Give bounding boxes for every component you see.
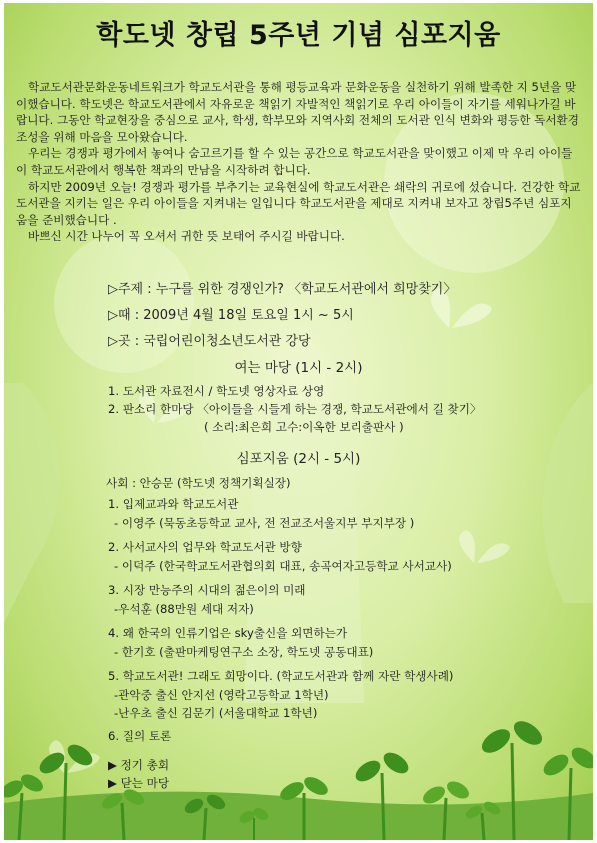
poster-content bbox=[4, 3, 593, 840]
poster bbox=[4, 3, 593, 840]
closing-item: ▶ 닫는 마당 bbox=[108, 776, 170, 790]
intro-paragraph: 우리는 경쟁과 평가에서 놓여나 숨고르기를 할 수 있는 공간으로 학교도서관을 맞이했고 이제 막 우리 아이들이 학교도서관에서 행복한 책과의 만남을 시작하려 합니다. bbox=[16, 146, 573, 177]
session-speaker: - 이덕주 (한국학교도서관협의회 대표, 송곡여자고등학교 사서교사) bbox=[114, 559, 452, 573]
session-speaker: - 한기호 (출판마케팅연구소 소장, 학도넷 공동대표) bbox=[114, 645, 374, 659]
symposium-moderator: 사회 : 안승문 (학도넷 정책기획실장) bbox=[106, 476, 291, 490]
opening-item: 2. 판소리 한마당 〈아이들을 시들게 하는 경쟁, 학교도서관에서 길 찾기〉 bbox=[108, 402, 482, 416]
session-speaker: -관악중 출신 안지선 (영락고등학교 1학년) bbox=[114, 688, 329, 702]
session-speaker: -난우초 출신 김문기 (서울대학교 1학년) bbox=[114, 706, 318, 720]
intro-paragraph: 학교도서관문화운동네트워크가 학교도서관을 통해 평등교육과 문화운동을 실천하기 위해 발족한 지 5년을 맞이했습니다. 학도넷은 학교도서관에서 자유로운 책읽기 자발적인 책읽기로 우리 아이들이 자기를 세워나가길 바랍니다. 그동안 학교현장을 중심으로 교사, 학생, 학부모와 지역사회 전체의 도서관 인식 변화와 평등한 독서환경 조성을 위해 마음을 모아왔습니다. bbox=[16, 80, 579, 144]
symposium-heading: 심포지움 (2시 - 5시) bbox=[236, 451, 361, 467]
session-speaker: - 이영주 (묵동초등학교 교사, 전 전교조서울지부 부지부장 ) bbox=[114, 516, 415, 530]
session-topic: 2. 사서교사의 업무와 학교도서관 방향 bbox=[108, 540, 302, 554]
event-venue: ▷곳 : 국립어린이청소년도서관 강당 bbox=[108, 334, 311, 349]
session-speaker: -우석훈 (88만원 세대 저자) bbox=[114, 602, 254, 616]
session-topic: 4. 왜 한국의 인류기업은 sky출신을 외면하는가 bbox=[108, 626, 348, 640]
session-topic: 3. 시장 만능주의 시대의 젊은이의 미래 bbox=[108, 583, 306, 597]
intro-paragraph: 바쁘신 시간 나누어 꼭 오셔서 귀한 뜻 보태어 주시길 바랍니다. bbox=[28, 229, 345, 244]
opening-item: 1. 도서관 자료전시 / 학도넷 영상자료 상영 bbox=[108, 384, 325, 398]
session-topic: 5. 학교도서관! 그래도 희망이다. (학교도서관과 함께 자란 학생사례) bbox=[108, 669, 454, 683]
session-topic: 6. 질의 토론 bbox=[108, 729, 172, 743]
closing-item: ▶ 정기 총회 bbox=[108, 758, 170, 772]
opening-heading: 여는 마당 (1시 - 2시) bbox=[234, 360, 363, 376]
event-date: ▷때 : 2009년 4월 18일 토요일 1시 ~ 5시 bbox=[108, 308, 354, 323]
poster-title: 학도넷 창립 5주년 기념 심포지움 bbox=[96, 20, 501, 51]
intro-text bbox=[16, 79, 582, 245]
event-theme: ▷주제 : 누구를 위한 경쟁인가? 〈학교도서관에서 희망찾기〉 bbox=[108, 282, 457, 297]
intro-paragraph: 하지만 2009년 오늘! 경쟁과 평가를 부추기는 교육현실에 학교도서관은 쇄락의 귀로에 섰습니다. 건강한 학교도서관을 지키는 일은 우리 아이들을 지켜내는 일입니다 학교도서관을 제대로 지켜내 보자고 창립5주년 심포지움을 준비했습니다 . bbox=[16, 179, 581, 227]
opening-item-credits: ( 소리:최은희 고수:이옥한 보리출판사 ) bbox=[204, 420, 404, 434]
session-topic: 1. 입제교과와 학교도서관 bbox=[108, 497, 239, 511]
